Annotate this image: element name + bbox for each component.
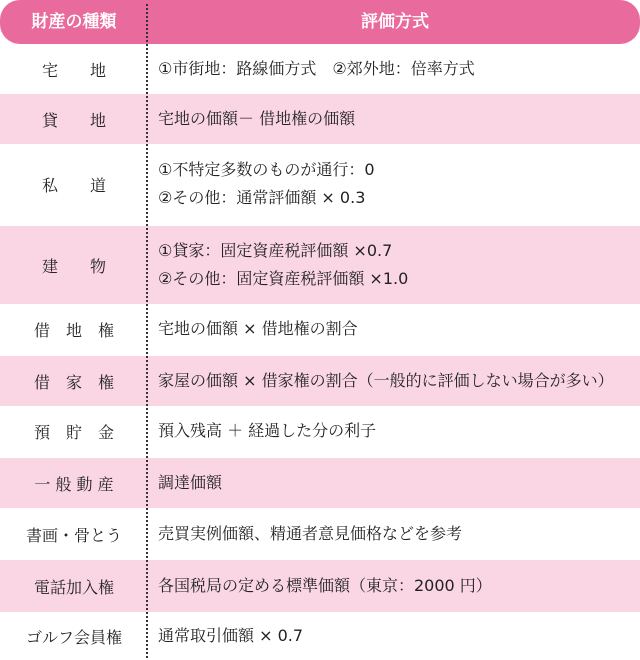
- method-line: ②その他：固定資産税評価額 ×1.0: [158, 269, 409, 288]
- table-row: [0, 508, 640, 560]
- category-cell: 貸 地: [41, 110, 106, 130]
- category-cell: ゴルフ会員権: [25, 627, 122, 647]
- method-line: ②その他：通常評価額 × 0.3: [158, 188, 366, 207]
- method-line: 宅地の価額 × 借地権の割合: [158, 319, 358, 338]
- method-line: 各国税局の定める標準価額（東京：2000 円）: [158, 576, 492, 595]
- header-category: 財産の種類: [31, 12, 117, 32]
- table-row: [0, 356, 640, 406]
- method-line: 家屋の価額 × 借家権の割合（一般的に評価しない場合が多い）: [158, 371, 614, 390]
- category-cell: 電話加入権: [33, 577, 114, 597]
- method-line: 調達価額: [158, 473, 223, 492]
- method-cell: [158, 144, 634, 224]
- method-cell: [158, 458, 634, 508]
- table-row: [0, 560, 640, 612]
- method-line: ①不特定多数のものが通行：0: [158, 160, 375, 179]
- table-row: [0, 144, 640, 224]
- category-cell: 私 道: [41, 175, 106, 195]
- method-line: 預入残高 ＋ 経過した分の利子: [158, 421, 377, 440]
- table-row: [0, 94, 640, 144]
- method-cell: [158, 44, 634, 94]
- method-line: 通常取引価額 × 0.7: [158, 626, 304, 645]
- table-row: [0, 304, 640, 354]
- category-cell: 預 貯 金: [33, 422, 114, 442]
- method-cell: [158, 406, 634, 456]
- table-header: [0, 0, 640, 44]
- method-cell: [158, 356, 634, 406]
- method-cell: [158, 94, 634, 144]
- method-line: 宅地の価額－ 借地権の価額: [158, 109, 356, 128]
- header-method: 評価方式: [361, 12, 429, 32]
- category-cell: 借 家 権: [33, 372, 114, 392]
- method-cell: [158, 508, 634, 560]
- method-cell: [158, 304, 634, 354]
- method-cell: [158, 612, 634, 660]
- category-cell: 一 般 動 産: [34, 474, 114, 494]
- column-divider: [146, 4, 148, 658]
- category-cell: 宅 地: [41, 60, 106, 80]
- table-row: [0, 44, 640, 94]
- category-cell: 建 物: [41, 256, 106, 276]
- table-row: [0, 612, 640, 660]
- method-line: ①貸家：固定資産税評価額 ×0.7: [158, 241, 393, 260]
- method-line: ①市街地：路線価方式 ②郊外地：倍率方式: [158, 59, 475, 78]
- method-line: 売買実例価額、精通者意見価格などを参考: [158, 524, 463, 543]
- table-row: [0, 406, 640, 456]
- method-cell: [158, 560, 634, 612]
- category-cell: 借 地 権: [33, 320, 114, 340]
- method-cell: [158, 226, 634, 304]
- table-row: [0, 226, 640, 304]
- category-cell: 書画・骨とう: [25, 525, 122, 545]
- table-row: [0, 458, 640, 508]
